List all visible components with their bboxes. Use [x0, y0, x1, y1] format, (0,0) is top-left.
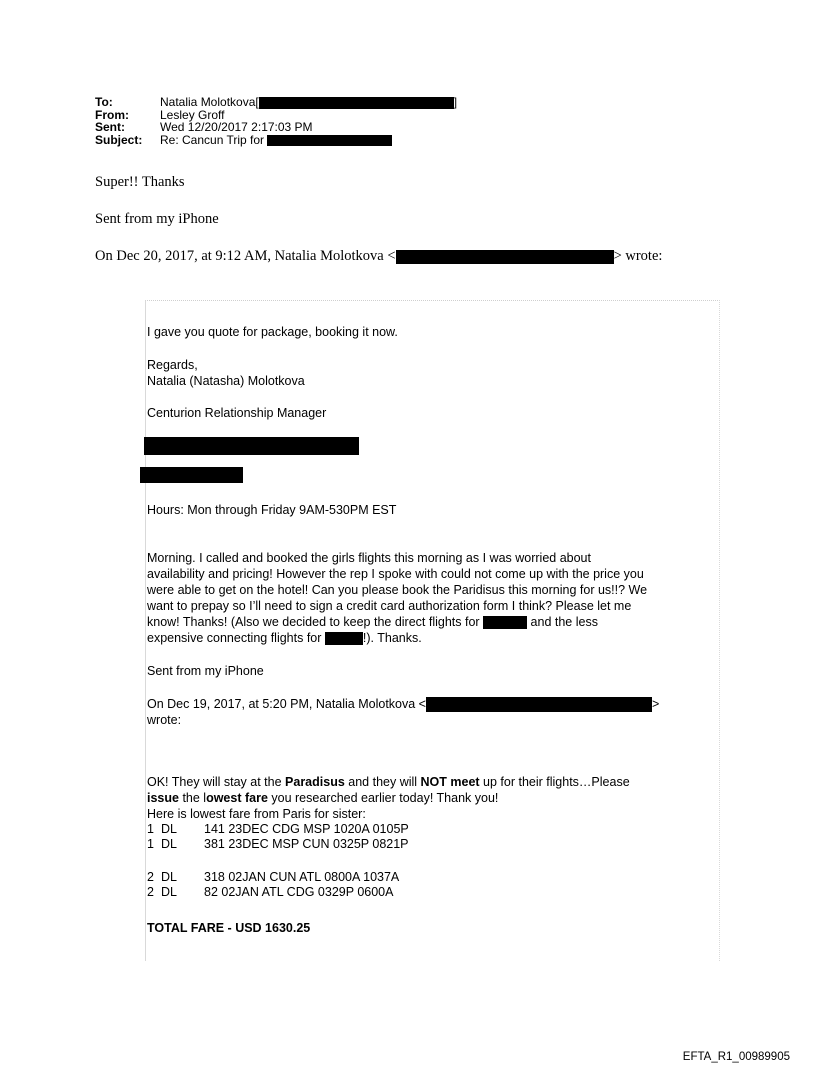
paragraph-line — [147, 614, 598, 630]
sent-value: Wed 12/20/2017 2:17:03 PM — [160, 120, 313, 135]
paragraph-line: availability and pricing! However the rep I spoke with could not come up with the price you — [147, 567, 644, 581]
segment-number: 1 — [147, 837, 154, 851]
airline-code: DL — [161, 837, 177, 851]
to-close: ] — [453, 95, 458, 109]
line-text: the l — [178, 791, 207, 805]
redaction-bar — [144, 437, 359, 455]
regards-text: Regards, — [147, 358, 198, 372]
paragraph-line: Here is lowest fare from Paris for sister: — [147, 807, 366, 821]
paragraph-line: want to prepay so I’ll need to sign a credit card authorization form I think? Please let me — [147, 599, 632, 613]
attribution-wrote: wrote: — [147, 713, 182, 727]
reply-attribution — [95, 248, 662, 265]
attribution-end: > — [651, 697, 660, 711]
office-hours: Hours: Mon through Friday 9AM-530PM EST — [147, 503, 397, 517]
document-id: EFTA_R1_00989905 — [682, 1051, 790, 1063]
attribution-end: > wrote: — [613, 248, 663, 264]
to-value: Natalia Molotkova[ — [160, 95, 259, 109]
quoted-attribution — [147, 696, 659, 712]
redaction-bar — [483, 616, 527, 629]
emphasis-text: owest fare — [206, 791, 268, 805]
reply-signature: Sent from my iPhone — [95, 211, 219, 227]
redaction-bar — [426, 697, 652, 712]
attribution-start: On Dec 19, 2017, at 5:20 PM, Natalia Molotkova < — [147, 697, 426, 711]
email-header — [95, 96, 457, 146]
segment-number: 2 — [147, 870, 154, 884]
flight-row — [147, 822, 409, 837]
flight-detail: 141 23DEC CDG MSP 1020A 0105P — [204, 822, 409, 836]
from-value: Lesley Groff — [160, 107, 225, 122]
flight-detail: 381 23DEC MSP CUN 0325P 0821P — [204, 837, 409, 851]
to-row — [95, 96, 457, 109]
redaction-bar — [267, 135, 392, 146]
airline-code: DL — [161, 885, 177, 899]
sent-row — [95, 121, 457, 134]
flight-itinerary-outbound — [147, 822, 409, 852]
hotel-name: Paradisus — [285, 775, 345, 789]
flight-row — [147, 837, 409, 852]
flight-itinerary-return — [147, 870, 399, 900]
subject-row — [95, 134, 457, 147]
line-text: expensive connecting flights for — [147, 631, 325, 645]
quoted-signature: Sent from my iPhone — [147, 664, 264, 678]
paragraph-line — [147, 774, 630, 790]
line-text: know! Thanks! (Also we decided to keep the direct flights for — [147, 615, 484, 629]
redaction-bar — [325, 632, 363, 645]
line-text: !). Thanks. — [362, 631, 422, 645]
segment-number: 2 — [147, 885, 154, 899]
sent-label: Sent: — [95, 120, 125, 135]
attribution-start: On Dec 20, 2017, at 9:12 AM, Natalia Molotkova < — [95, 248, 396, 264]
total-fare: TOTAL FARE - USD 1630.25 — [147, 921, 311, 935]
to-label: To: — [95, 95, 113, 109]
flight-detail: 318 02JAN CUN ATL 0800A 1037A — [204, 870, 400, 884]
line-text: and the less — [527, 615, 598, 629]
reply-message: Super!! Thanks — [95, 174, 185, 190]
redaction-bar — [140, 467, 243, 483]
paragraph-line: Morning. I called and booked the girls flights this morning as I was worried about — [147, 551, 591, 565]
airline-code: DL — [161, 870, 177, 884]
segment-number: 1 — [147, 822, 154, 836]
from-label: From: — [95, 107, 129, 122]
emphasis-text: issue — [147, 791, 179, 805]
subject-label: Subject: — [95, 132, 143, 147]
subject-value: Re: Cancun Trip for — [160, 132, 265, 147]
line-text: and they will — [344, 775, 421, 789]
emphasis-text: NOT meet — [420, 775, 480, 789]
paragraph-line — [147, 790, 498, 806]
redaction-bar — [259, 97, 454, 109]
sender-name: Natalia (Natasha) Molotkova — [147, 374, 305, 388]
flight-row — [147, 870, 399, 885]
paragraph-line: were able to get on the hotel! Can you please book the Paridisus this morning for us!!? We — [147, 583, 648, 597]
redaction-bar — [396, 250, 614, 264]
line-text: OK! They will stay at the — [147, 775, 286, 789]
line-text: up for their flights…Please — [479, 775, 630, 789]
flight-row — [147, 885, 399, 900]
paragraph-line — [147, 630, 422, 646]
sender-role: Centurion Relationship Manager — [147, 406, 327, 420]
flight-detail: 82 02JAN ATL CDG 0329P 0600A — [204, 885, 394, 899]
line-text: you researched earlier today! Thank you! — [267, 791, 499, 805]
quoted-message-text: I gave you quote for package, booking it now. — [147, 325, 398, 339]
airline-code: DL — [161, 822, 177, 836]
